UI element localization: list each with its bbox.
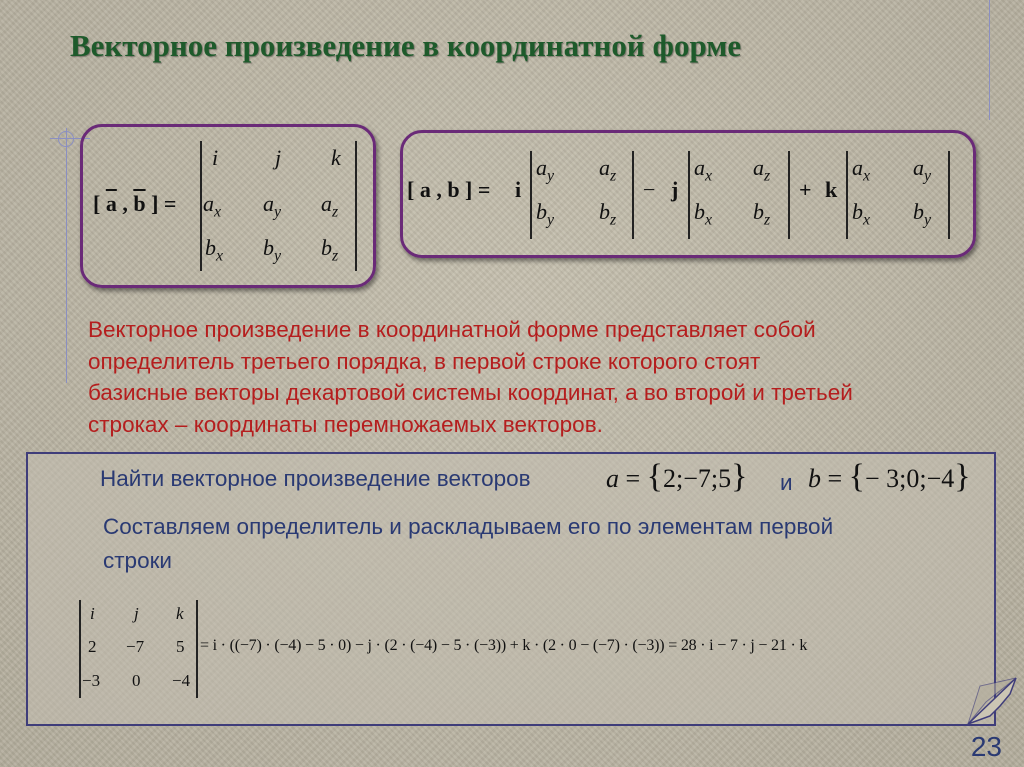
paragraph-line: базисные векторы декартовой системы координат, а во второй и третьей [88, 380, 853, 405]
matrix-entry: −7 [126, 637, 145, 656]
plus-sign: + [799, 177, 812, 202]
entry-bz: $b_z$ [321, 235, 339, 265]
coefficient-k: k [825, 177, 838, 202]
minor-entry: $a_z$ [599, 155, 617, 185]
matrix-entry: 5 [176, 637, 185, 656]
determinant-bar [79, 600, 81, 698]
vector-a-label: $\overline{a}$ [105, 191, 117, 216]
decorative-guide-line [66, 128, 67, 383]
conjunction-and: и [780, 470, 793, 495]
cross-product-lhs: [ a , b ] = [407, 177, 491, 202]
matrix-entry: 2 [88, 637, 97, 656]
minor-entry: $b_y$ [536, 199, 555, 229]
decorative-guide-line [989, 0, 990, 120]
basis-j: j [275, 145, 282, 170]
entry-bx: $b_x$ [205, 235, 224, 265]
minor-entry: $a_z$ [753, 155, 771, 185]
definition-paragraph [88, 314, 978, 440]
paragraph-line: определитель третьего порядка, в первой строке которого стоят [88, 348, 761, 374]
vector-b-definition: b = {− 3;0;−4} [808, 458, 971, 495]
determinant-bar [688, 151, 690, 239]
page-title: Векторное произведение в координатной форме [70, 28, 742, 63]
matrix-entry: j [134, 604, 139, 623]
determinant-bar [196, 600, 198, 698]
basis-k: k [331, 145, 341, 170]
minor-entry: $b_x$ [852, 199, 871, 229]
determinant-bar [788, 151, 790, 239]
determinant-bar [632, 151, 634, 239]
paragraph-line: Векторное произведение в координатной форме представляет собой [88, 317, 816, 342]
formula-box-determinant [80, 124, 376, 288]
page-number: 23 [970, 731, 1002, 762]
determinant-bar [530, 151, 532, 239]
determinant-bar [846, 151, 848, 239]
minor-entry: $b_z$ [599, 199, 617, 229]
determinant-bar [948, 151, 950, 239]
entry-ax: $a_x$ [203, 191, 222, 221]
matrix-entry: k [176, 604, 184, 623]
example-task-box [26, 452, 996, 726]
formula-box-expansion [400, 130, 976, 258]
minus-sign: − [643, 177, 656, 202]
vector-a-definition: a = {2;−7;5} [606, 458, 748, 495]
entry-by: $b_y$ [263, 235, 282, 265]
determinant-bar-left [200, 141, 202, 271]
matrix-entry: −3 [82, 671, 101, 690]
minor-entry: $b_y$ [913, 199, 932, 229]
minor-entry: $a_x$ [694, 155, 713, 185]
matrix-entry: i [90, 604, 95, 623]
step-text-line: Составляем определитель и раскладываем его по элементам первой [103, 514, 834, 539]
vector-b-label: $\overline{b}$ [133, 191, 146, 216]
page-curl-icon [960, 676, 1020, 726]
step-text-line: строки [103, 548, 172, 573]
entry-az: $a_z$ [321, 191, 339, 221]
matrix-entry: 0 [132, 671, 141, 690]
minor-entry: $b_x$ [694, 199, 713, 229]
minor-entry: $a_y$ [536, 155, 555, 185]
decorative-circle [58, 131, 74, 147]
expansion-formula: = i · ((−7) · (−4) − 5 · 0) − j · (2 · (−4) − 5 · (−3)) + k · (2 · 0 − (−7) · (−3)) = 28 · i − 7 · j − 21 · k [200, 637, 808, 654]
task-prompt: Найти векторное произведение векторов [100, 466, 531, 491]
coefficient-i: i [515, 177, 522, 202]
basis-i: i [212, 145, 219, 170]
determinant-bar-right [355, 141, 357, 271]
minor-entry: $b_z$ [753, 199, 771, 229]
minor-entry: $a_y$ [913, 155, 932, 185]
cross-product-lhs: [ $\overline{a}$ , $\overline{b}$ ] = [93, 191, 177, 216]
coefficient-j: j [671, 177, 679, 202]
minor-entry: $a_x$ [852, 155, 871, 185]
matrix-entry: −4 [172, 671, 191, 690]
entry-ay: $a_y$ [263, 191, 282, 221]
paragraph-line: строках – координаты перемножаемых векторов. [88, 411, 603, 437]
